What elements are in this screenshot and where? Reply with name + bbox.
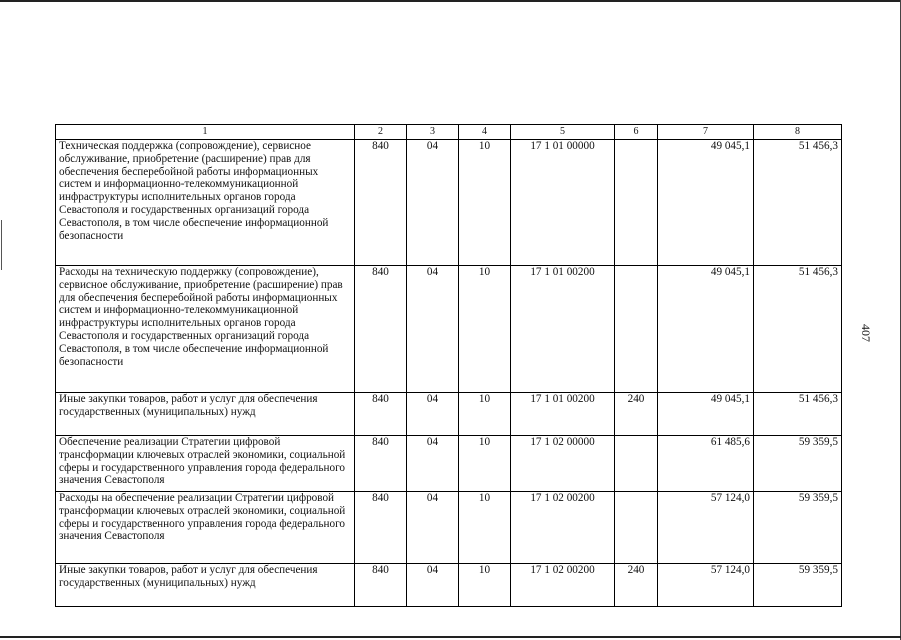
row-amount-col8: 59 359,5 [754, 436, 842, 492]
row-section-code: 04 [407, 564, 459, 607]
row-section-code: 04 [407, 140, 459, 266]
row-expense-type [615, 492, 658, 564]
header-cell-2: 2 [355, 125, 407, 140]
header-cell-5: 5 [511, 125, 615, 140]
row-amount-col7: 49 045,1 [658, 266, 754, 393]
row-section-code: 04 [407, 492, 459, 564]
row-ministry-code: 840 [355, 140, 407, 266]
row-section-code: 04 [407, 393, 459, 436]
budget-table [55, 124, 842, 607]
row-subsection-code: 10 [459, 436, 511, 492]
row-description: Расходы на техническую поддержку (сопровождение), сервисное обслуживание, приобретение (расширение) прав для обеспечения бесперебойной работы информационных систем и информационно-телекоммуникационной инфраструктуры исполнительных органов города Севастополя и государственных организаций города Севастополя, в том числе обеспечение информационной безопасности [56, 266, 355, 393]
row-target-article: 17 1 02 00000 [511, 436, 615, 492]
row-ministry-code: 840 [355, 393, 407, 436]
row-description: Техническая поддержка (сопровождение), сервисное обслуживание, приобретение (расширение) прав для обеспечения бесперебойной работы информационных систем и информационно-телекоммуникационной инфраструктуры исполнительных органов города Севастополя и государственных организаций города Севастополя, в том числе обеспечение информационной безопасности [56, 140, 355, 266]
scan-border-top [0, 0, 901, 2]
header-cell-1: 1 [56, 125, 355, 140]
table-row [56, 266, 842, 393]
header-cell-6: 6 [615, 125, 658, 140]
row-expense-type: 240 [615, 564, 658, 607]
row-description: Обеспечение реализации Стратегии цифровой трансформации ключевых отраслей экономики, социальной сферы и государственного управления города федерального значения Севастополя [56, 436, 355, 492]
row-target-article: 17 1 01 00200 [511, 393, 615, 436]
header-cell-4: 4 [459, 125, 511, 140]
row-amount-col7: 57 124,0 [658, 564, 754, 607]
row-expense-type: 240 [615, 393, 658, 436]
row-amount-col7: 57 124,0 [658, 492, 754, 564]
row-amount-col8: 51 456,3 [754, 140, 842, 266]
header-cell-7: 7 [658, 125, 754, 140]
scan-mark-left [1, 220, 2, 270]
row-amount-col7: 49 045,1 [658, 393, 754, 436]
page-number: 407 [859, 324, 873, 342]
row-ministry-code: 840 [355, 436, 407, 492]
scan-border-bottom [0, 636, 901, 638]
header-cell-8: 8 [754, 125, 842, 140]
row-amount-col8: 51 456,3 [754, 393, 842, 436]
row-ministry-code: 840 [355, 564, 407, 607]
row-description: Иные закупки товаров, работ и услуг для обеспечения государственных (муниципальных) нужд [56, 564, 355, 607]
table-row [56, 140, 842, 266]
row-expense-type [615, 266, 658, 393]
row-ministry-code: 840 [355, 266, 407, 393]
table-row [56, 564, 842, 607]
table-row [56, 492, 842, 564]
row-subsection-code: 10 [459, 564, 511, 607]
row-amount-col8: 59 359,5 [754, 564, 842, 607]
row-description: Иные закупки товаров, работ и услуг для обеспечения государственных (муниципальных) нужд [56, 393, 355, 436]
row-target-article: 17 1 01 00000 [511, 140, 615, 266]
row-amount-col8: 59 359,5 [754, 492, 842, 564]
row-expense-type [615, 140, 658, 266]
row-target-article: 17 1 01 00200 [511, 266, 615, 393]
row-description: Расходы на обеспечение реализации Стратегии цифровой трансформации ключевых отраслей экономики, социальной сферы и государственного управления города федерального значения Севастополя [56, 492, 355, 564]
row-subsection-code: 10 [459, 492, 511, 564]
row-amount-col8: 51 456,3 [754, 266, 842, 393]
row-expense-type [615, 436, 658, 492]
row-subsection-code: 10 [459, 393, 511, 436]
table-row [56, 436, 842, 492]
table-header-row [56, 125, 842, 140]
row-target-article: 17 1 02 00200 [511, 492, 615, 564]
row-section-code: 04 [407, 436, 459, 492]
row-section-code: 04 [407, 266, 459, 393]
row-amount-col7: 49 045,1 [658, 140, 754, 266]
table-row [56, 393, 842, 436]
row-amount-col7: 61 485,6 [658, 436, 754, 492]
row-ministry-code: 840 [355, 492, 407, 564]
header-cell-3: 3 [407, 125, 459, 140]
row-subsection-code: 10 [459, 140, 511, 266]
row-target-article: 17 1 02 00200 [511, 564, 615, 607]
row-subsection-code: 10 [459, 266, 511, 393]
